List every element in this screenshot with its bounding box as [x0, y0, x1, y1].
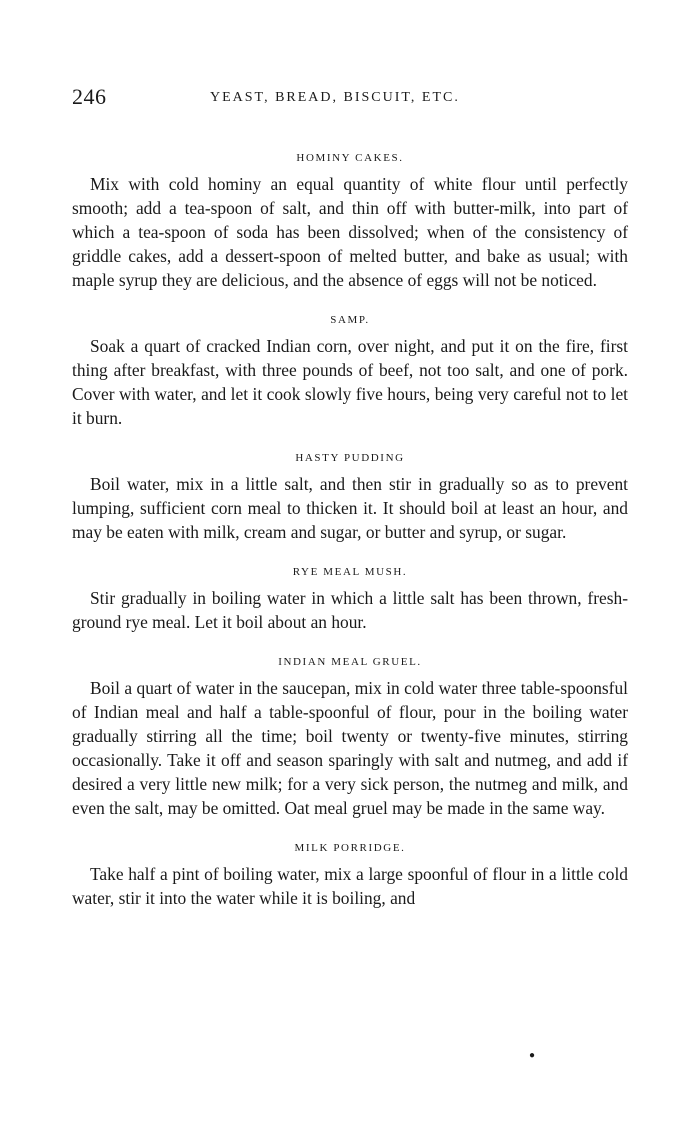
page-number: 246: [72, 84, 107, 109]
recipe-text-milk-porridge: Take half a pint of boiling water, mix a large spoonful of flour in a little cold water, stir it into the water while it is boiling, and: [72, 864, 628, 908]
ink-dot-mark: ●: [529, 1050, 536, 1061]
recipe-text-indian-meal-gruel: Boil a quart of water in the saucepan, mix in cold water three table-spoonsful of Indian meal and half a table-spoonful of flour, pour in the boiling water gradually stirring all the time; boil twenty or twenty-five minutes, stirring occasionally. Take it off and season sparingly with salt and nutmeg, and add if desired a very little new milk; for a very sick person, the nutmeg and milk, and even the salt, may be omitted. Oat meal gruel may be made in the same way.: [72, 678, 628, 818]
recipe-title-hominy-cakes: HOMINY CAKES.: [296, 152, 404, 164]
page-header: [72, 84, 628, 114]
recipe-text-samp: Soak a quart of cracked Indian corn, over night, and put it on the fire, first thing after breakfast, with three pounds of beef, not too salt, and one of pork. Cover with water, and let it cook slowly five hours, being very careful not to let it burn.: [72, 336, 628, 428]
book-page: [72, 84, 628, 932]
recipe-title-milk-porridge: MILK PORRIDGE.: [294, 842, 406, 854]
recipe-title-samp: SAMP.: [330, 314, 370, 326]
running-head: YEAST, BREAD, BISCUIT, ETC.: [210, 90, 460, 105]
recipe-title-rye-meal-mush: RYE MEAL MUSH.: [292, 566, 408, 578]
recipe-text-hasty-pudding: Boil water, mix in a little salt, and then stir in gradually so as to prevent lumping, sufficient corn meal to thicken it. It should boil at least an hour, and may be eaten with milk, cream and sugar, or butter and syrup, or sugar.: [72, 474, 628, 542]
recipe-title-hasty-pudding: HASTY PUDDING: [295, 452, 405, 464]
recipe-text-rye-meal-mush: Stir gradually in boiling water in which a little salt has been thrown, fresh-ground rye meal. Let it boil about an hour.: [72, 588, 628, 632]
recipe-title-indian-meal-gruel: INDIAN MEAL GRUEL.: [278, 656, 422, 668]
recipe-text-hominy-cakes: Mix with cold hominy an equal quantity of white flour until perfectly smooth; add a tea-spoon of salt, and thin off with butter-milk, into part of which a tea-spoon of soda has been dissolved; when of the consistency of griddle cakes, add a dessert-spoon of melted butter, and bake as usual; with maple syrup they are delicious, and the absence of eggs will not be noticed.: [72, 174, 628, 290]
